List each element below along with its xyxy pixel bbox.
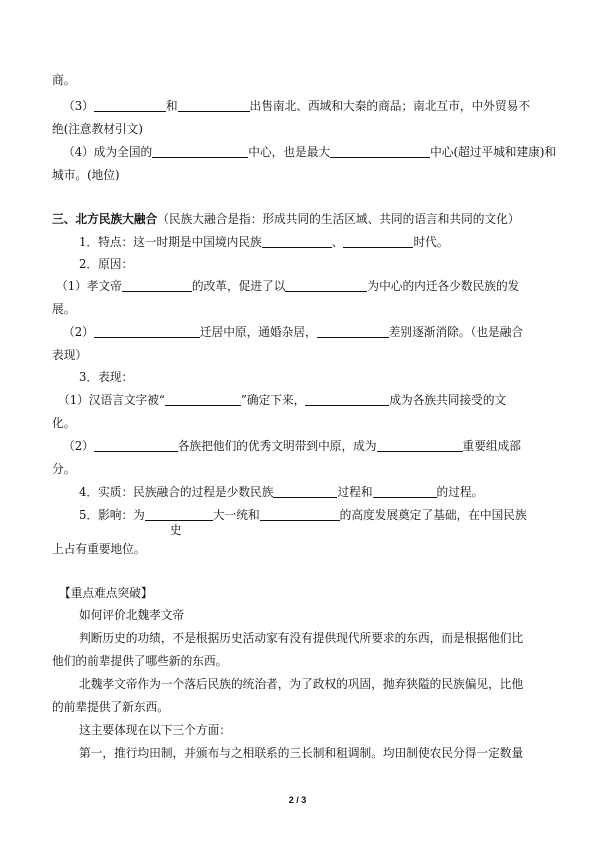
section-heading (52, 211, 520, 227)
text: 中心(超过平城和建康)和 (430, 145, 557, 159)
text-line (56, 278, 519, 294)
text: 为中心的内迁各少数民族的发 (367, 279, 520, 293)
text: （2） (63, 325, 94, 339)
text: 第一，推行均田制，并颁布与之相联系的三长制和租调制。均田制使农民分得一定数量 (79, 746, 524, 760)
section-heading (59, 585, 153, 601)
text: 成为各族共同接受的文 (389, 393, 507, 407)
text: 绝(注意教材引文) (52, 122, 143, 136)
text-line (79, 676, 523, 692)
text: 过程和 (337, 485, 373, 499)
text-line (52, 72, 75, 88)
text: 迁居中原，通婚杂居， (199, 325, 317, 339)
heading-text: 三、北方民族大融合 (52, 212, 158, 226)
text: 如何评价北魏孝文帝 (79, 608, 185, 622)
text-line (79, 484, 483, 500)
fill-blank (285, 279, 367, 292)
fill-blank (152, 145, 248, 158)
text-line (52, 301, 75, 317)
text: 北魏孝文帝作为一个落后民族的统治者，为了政权的巩固，抛弃狭隘的民族偏见，比他 (79, 677, 524, 691)
text-line (79, 630, 523, 646)
text-line (79, 722, 231, 738)
text-line (52, 653, 227, 669)
text: 分。 (52, 462, 76, 476)
text: 4．实质：民族融合的过程是少数民族 (79, 485, 274, 499)
text: （1）汉语言文字被“ (58, 393, 165, 407)
text: 的高度发展奠定了基础，在中国民族 (339, 508, 527, 522)
text: 出售南北、西域和大秦的商品；南北互市，中外贸易不 (249, 99, 531, 113)
text: （民族大融合是指：形成共同的生活区域、共同的语言和共同的文化） (157, 212, 520, 226)
fill-blank (343, 235, 413, 248)
text-line (79, 745, 523, 761)
text-line (52, 167, 120, 183)
text: 商。 (52, 73, 76, 87)
text-line (52, 347, 87, 363)
fill-blank (377, 439, 463, 452)
text-line (52, 461, 75, 477)
text-line (63, 324, 523, 340)
fill-blank (94, 439, 178, 452)
heading-text: 【重点难点突破】 (59, 586, 153, 600)
text: 城市。(地位) (52, 168, 120, 182)
text: 的改革，促进了以 (191, 279, 286, 293)
text-line (79, 607, 184, 623)
text: 的前辈提供了新东西。 (52, 700, 169, 714)
fill-blank (317, 325, 389, 338)
text-line (52, 699, 169, 715)
text-line (58, 392, 506, 408)
text: （4）成为全国的 (63, 145, 153, 159)
text: 差别逐渐消除。（也是融合 (388, 325, 524, 339)
text: 2．原因： (79, 257, 134, 271)
text: ”确定下来， (240, 393, 306, 407)
text: 5．影响：为 (79, 508, 145, 522)
text-line (52, 541, 146, 557)
fill-blank (373, 485, 437, 498)
text: 这主要体现在以下三个方面： (79, 723, 231, 737)
text-line (79, 234, 449, 250)
text-line (79, 256, 133, 272)
text-line (79, 369, 133, 385)
text: 各族把他们的优秀文明带到中原，成为 (177, 439, 377, 453)
text: 中心，也是最大 (248, 145, 331, 159)
fill-blank (273, 485, 337, 498)
text-line (52, 121, 143, 137)
text: （1）孝文帝 (56, 279, 122, 293)
text: 化。 (52, 416, 76, 430)
fill-blank (145, 508, 213, 521)
fill-blank (305, 393, 389, 406)
fill-blank (260, 508, 340, 521)
text: 大一统和 (212, 508, 260, 522)
text-line (170, 522, 182, 538)
text: 1．特点：这一时期是中国境内民族 (79, 235, 262, 249)
text: 展。 (52, 302, 76, 316)
text: 的过程。 (436, 485, 484, 499)
text: 、 (331, 235, 344, 249)
text: 和 (165, 99, 178, 113)
text-line (63, 98, 530, 114)
text: 3．表现： (79, 370, 134, 384)
text: 时代。 (413, 235, 449, 249)
text: 史 (170, 523, 182, 537)
fill-blank (330, 145, 430, 158)
text: 上占有重要地位。 (52, 542, 146, 556)
text: 表现） (52, 348, 88, 362)
page-number: 2 / 3 (288, 795, 307, 805)
text: 重要组成部 (462, 439, 521, 453)
fill-blank (94, 99, 166, 112)
text: （3） (63, 99, 94, 113)
fill-blank (165, 393, 241, 406)
fill-blank (94, 325, 200, 338)
fill-blank (122, 279, 192, 292)
text-line (79, 507, 527, 523)
text: （2） (63, 439, 94, 453)
text: 判断历史的功绩，不是根据历史活动家有没有提供现代所要求的东西，而是根据他们比 (79, 631, 524, 645)
fill-blank (178, 99, 250, 112)
text-line (63, 438, 521, 454)
text-line (52, 415, 75, 431)
text-line (63, 144, 556, 160)
fill-blank (262, 235, 332, 248)
text: 他们的前辈提供了哪些新的东西。 (52, 654, 228, 668)
